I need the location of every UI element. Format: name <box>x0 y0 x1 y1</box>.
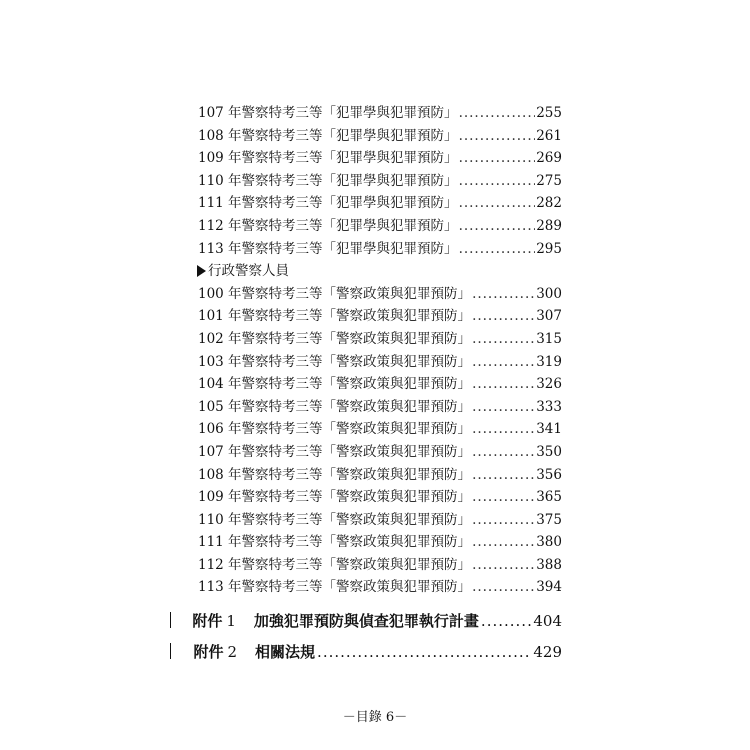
appendix-label: 附件 <box>193 643 224 661</box>
toc-entry-page: 341 <box>536 421 562 438</box>
toc-entry-page: 388 <box>536 556 562 573</box>
toc-entry-title: 108 年警察特考三等「犯罪學與犯罪預防」 <box>198 127 458 144</box>
toc-entry[interactable] <box>198 554 562 577</box>
dot-leader <box>459 170 536 193</box>
appendix-title: 相關法規 <box>255 643 316 661</box>
toc-entry-title: 112 年警察特考三等「犯罪學與犯罪預防」 <box>198 217 458 234</box>
dot-leader <box>472 576 535 599</box>
toc-entry-title: 112 年警察特考三等「警察政策與犯罪預防」 <box>198 556 472 573</box>
toc-entry-title: 111 年警察特考三等「警察政策與犯罪預防」 <box>198 534 472 551</box>
toc-entry[interactable] <box>198 464 562 487</box>
toc-entry-page: 333 <box>536 398 562 415</box>
toc-entry-page: 295 <box>536 240 562 257</box>
toc-entry-title: 102 年警察特考三等「警察政策與犯罪預防」 <box>198 330 472 347</box>
page-footer: －目錄 6－ <box>342 710 408 725</box>
dot-leader <box>459 102 536 125</box>
toc-group-criminology <box>198 102 562 260</box>
toc-entry-page: 269 <box>536 150 562 167</box>
toc-entry[interactable] <box>198 147 562 170</box>
appendix-title: 加強犯罪預防與偵查犯罪執行計畫 <box>253 612 479 630</box>
toc-entry-title: 110 年警察特考三等「犯罪學與犯罪預防」 <box>198 172 458 189</box>
dot-leader <box>317 643 531 661</box>
toc-entry[interactable] <box>198 486 562 509</box>
toc-entry-page: 350 <box>536 443 562 460</box>
dot-leader <box>472 283 535 306</box>
appendix-number: 2 <box>227 643 238 661</box>
toc-entry-title: 107 年警察特考三等「犯罪學與犯罪預防」 <box>198 105 458 121</box>
dot-leader <box>459 192 536 215</box>
toc-entry-title: 113 年警察特考三等「犯罪學與犯罪預防」 <box>198 240 458 257</box>
toc-entry[interactable] <box>198 418 562 441</box>
play-triangle-icon <box>197 265 206 277</box>
toc-entry-page: 380 <box>536 534 562 551</box>
toc-entry[interactable] <box>198 328 562 351</box>
toc-entry-page: 394 <box>536 579 562 596</box>
dot-leader <box>472 554 535 577</box>
dot-leader <box>472 531 535 554</box>
dot-leader <box>459 147 536 170</box>
toc-entry[interactable] <box>198 283 562 306</box>
toc-entry[interactable] <box>198 396 562 419</box>
section-heading-label: 行政警察人員 <box>208 263 289 280</box>
appendix-number: 1 <box>226 612 236 630</box>
dot-leader <box>472 464 535 487</box>
toc-entry-page: 365 <box>536 489 562 506</box>
dot-leader <box>472 509 535 532</box>
toc-entry-page: 255 <box>536 105 562 121</box>
toc-entry[interactable] <box>198 576 562 599</box>
toc-entry-title: 109 年警察特考三等「犯罪學與犯罪預防」 <box>198 150 458 167</box>
section-bar-icon <box>170 643 171 659</box>
toc-entry-title: 103 年警察特考三等「警察政策與犯罪預防」 <box>198 353 472 370</box>
toc-entry[interactable] <box>198 238 562 261</box>
dot-leader <box>481 612 531 630</box>
toc-entry[interactable] <box>198 305 562 328</box>
toc-entry-page: 375 <box>536 511 562 528</box>
toc-entry-page: 356 <box>536 466 562 483</box>
toc-entry-page: 282 <box>536 195 562 212</box>
dot-leader <box>472 441 535 464</box>
toc-entry-title: 113 年警察特考三等「警察政策與犯罪預防」 <box>198 579 472 596</box>
toc-entry[interactable] <box>198 192 562 215</box>
toc-entry-page: 289 <box>536 217 562 234</box>
appendix-page: 404 <box>533 612 562 630</box>
toc-entry-title: 108 年警察特考三等「警察政策與犯罪預防」 <box>198 466 472 483</box>
toc-entry-page: 275 <box>536 172 562 189</box>
table-of-contents <box>198 102 562 599</box>
dot-leader <box>472 486 535 509</box>
appendix-entry-1[interactable] <box>170 610 562 631</box>
toc-entry-title: 104 年警察特考三等「警察政策與犯罪預防」 <box>198 376 472 393</box>
appendix-page: 429 <box>533 643 562 661</box>
dot-leader <box>459 215 536 238</box>
toc-entry-page: 307 <box>536 308 562 325</box>
toc-entry-title: 100 年警察特考三等「警察政策與犯罪預防」 <box>198 285 472 302</box>
dot-leader <box>472 418 535 441</box>
toc-entry-title: 105 年警察特考三等「警察政策與犯罪預防」 <box>198 398 472 415</box>
toc-entry[interactable] <box>198 351 562 374</box>
toc-entry-title: 101 年警察特考三等「警察政策與犯罪預防」 <box>198 308 472 325</box>
toc-entry-title: 110 年警察特考三等「警察政策與犯罪預防」 <box>198 511 472 528</box>
toc-entry-title: 109 年警察特考三等「警察政策與犯罪預防」 <box>198 489 472 506</box>
dot-leader <box>472 328 535 351</box>
dot-leader <box>472 373 535 396</box>
toc-entry-page: 326 <box>536 376 562 393</box>
dot-leader <box>459 238 536 261</box>
dot-leader <box>472 351 535 374</box>
toc-entry-title: 111 年警察特考三等「犯罪學與犯罪預防」 <box>198 195 458 212</box>
appendix-entry-2[interactable] <box>170 641 562 662</box>
toc-entry[interactable] <box>198 509 562 532</box>
toc-entry-page: 300 <box>536 285 562 302</box>
toc-entry-page: 315 <box>536 330 562 347</box>
toc-entry[interactable] <box>198 215 562 238</box>
toc-entry-page: 319 <box>536 353 562 370</box>
appendix-label: 附件 <box>192 612 223 630</box>
toc-entry[interactable] <box>198 373 562 396</box>
toc-entry[interactable] <box>198 441 562 464</box>
toc-entry[interactable] <box>198 125 562 148</box>
toc-group-police-policy <box>198 283 562 599</box>
dot-leader <box>472 396 535 419</box>
dot-leader <box>459 125 536 148</box>
toc-entry-title: 106 年警察特考三等「警察政策與犯罪預防」 <box>198 421 472 438</box>
toc-entry-title: 107 年警察特考三等「警察政策與犯罪預防」 <box>198 443 472 460</box>
toc-entry[interactable] <box>198 531 562 554</box>
section-heading <box>198 260 562 283</box>
toc-entry[interactable] <box>198 170 562 193</box>
toc-entry[interactable] <box>198 102 562 125</box>
dot-leader <box>472 305 535 328</box>
toc-entry-page: 261 <box>536 127 562 144</box>
